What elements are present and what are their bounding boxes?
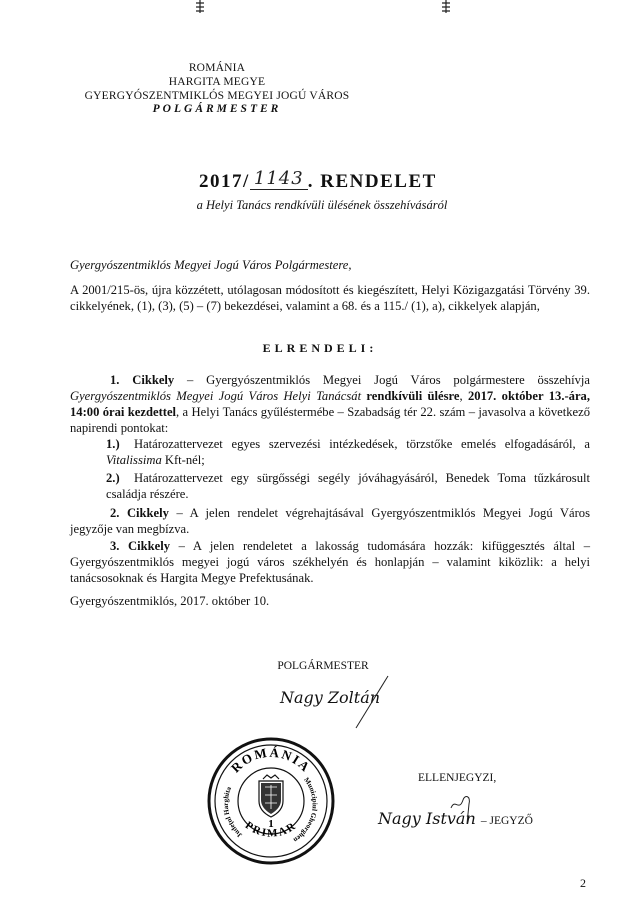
agenda-item-2 xyxy=(106,470,590,502)
article-1 xyxy=(70,372,590,436)
agenda-item-1-text-b: Kft-nél; xyxy=(161,453,205,467)
article-1-label: 1. Cikkely xyxy=(110,373,175,387)
article-1-text-b: , a Helyi Tanács gyűléstermébe – Szabadság tér 22. szám – javasolva a következő napirendi pontokat: xyxy=(70,405,590,435)
coat-of-arms-icon xyxy=(259,775,283,817)
decree-word: ELRENDELI: xyxy=(262,341,378,355)
mayor-title: POLGÁRMESTER xyxy=(277,660,369,672)
agenda-item-2-num: 2.) xyxy=(106,471,120,485)
header-city: GYERGYÓSZENTMIKLÓS MEGYEI JOGÚ VÁROS xyxy=(84,90,350,102)
countersign-label: ELLENJEGYZI, xyxy=(418,772,497,784)
seal-right-text: Municipiul Gheorghen xyxy=(291,776,319,845)
page-number: 2 xyxy=(580,876,586,890)
header-county: HARGITA MEGYE xyxy=(168,76,266,88)
article-3-label: 3. Cikkely xyxy=(110,539,171,553)
article-2-label: 2. Cikkely xyxy=(110,506,169,520)
clerk-title: – JEGYZŐ xyxy=(480,815,533,827)
decree-title xyxy=(199,168,499,193)
seal-bottom-text: PRIMAR xyxy=(242,819,300,840)
agenda-item-1 xyxy=(106,436,590,468)
article-3-text: – A jelen rendeletet a lakosság tudomására hozzák: kifüggesztés által – Gyergyószentmiklós megyei jogú város székhelyén és honlapján – valamint kiközlik: a helyi tanácsosoknak és Hargita Megye Prefektusának. xyxy=(70,539,590,585)
punch-hole-mark-right xyxy=(439,0,453,14)
title-word: . RENDELET xyxy=(307,171,437,192)
agenda-item-1-num: 1.) xyxy=(106,437,120,451)
agenda-item-2-text: Határozattervezet egy sürgősségi segély jóváhagyásáról, Benedek Toma tűzkárosult családja részére. xyxy=(106,471,590,501)
article-3 xyxy=(70,538,590,586)
agenda-item-1-company: Vitalissima xyxy=(106,453,162,467)
place-date: Gyergyószentmiklós, 2017. október 10. xyxy=(70,594,270,608)
addressee: Gyergyószentmiklós Megyei Jogú Város Polgármestere, xyxy=(70,258,352,272)
agenda-item-1-text-a: Határozattervezet egyes szervezési intézkedések, törzstőke emelés elfogadásáról, a xyxy=(134,437,590,451)
signature-flourish xyxy=(348,672,398,732)
mayor-signature: Nagy Zoltán xyxy=(280,688,381,707)
clerk-signature: Nagy István xyxy=(378,809,476,828)
header-office: POLGÁRMESTER xyxy=(152,103,282,115)
handwritten-number: 1143 xyxy=(250,168,308,190)
letterhead xyxy=(62,61,372,115)
official-seal xyxy=(205,735,337,867)
clerk-signature-flourish xyxy=(445,790,485,830)
article-2 xyxy=(70,505,590,537)
seal-top-text: ROMÁNIA xyxy=(227,744,315,776)
article-1-council: Gyergyószentmiklós Megyei Jogú Város Helyi Tanácsát xyxy=(70,389,362,403)
title-year: 2017/ xyxy=(199,171,250,192)
article-1-date: 2017. október 13.-ára, 14:00 órai kezdettel xyxy=(70,389,590,419)
article-1-comma: , xyxy=(459,389,468,403)
seal-number: 1 xyxy=(268,818,274,830)
punch-hole-mark-left xyxy=(193,0,207,14)
article-1-text-a: – Gyergyószentmiklós Megyei Jogú Város polgármestere összehívja xyxy=(174,373,590,387)
header-country: ROMÁNIA xyxy=(188,62,246,74)
article-1-session: rendkívüli ülésre xyxy=(361,389,460,403)
decree-subtitle: a Helyi Tanács rendkívüli ülésének összehívásáról xyxy=(196,198,448,212)
legal-basis: A 2001/215-ös, újra közzétett, utólagosan módosított és kiegészített, Helyi Közigazgatási Törvény 39. cikkelyének, (1), (3), (5) – (7) bekezdései, valamint a 68. és a 115./ (1), a), cikkelyek alapján, xyxy=(70,283,590,313)
seal-left-text: Judeţul Harghita xyxy=(221,785,244,840)
article-2-text: – A jelen rendelet végrehajtásával Gyergyószentmiklós Megyei Jogú Város jegyzője van megbízva. xyxy=(70,506,590,536)
